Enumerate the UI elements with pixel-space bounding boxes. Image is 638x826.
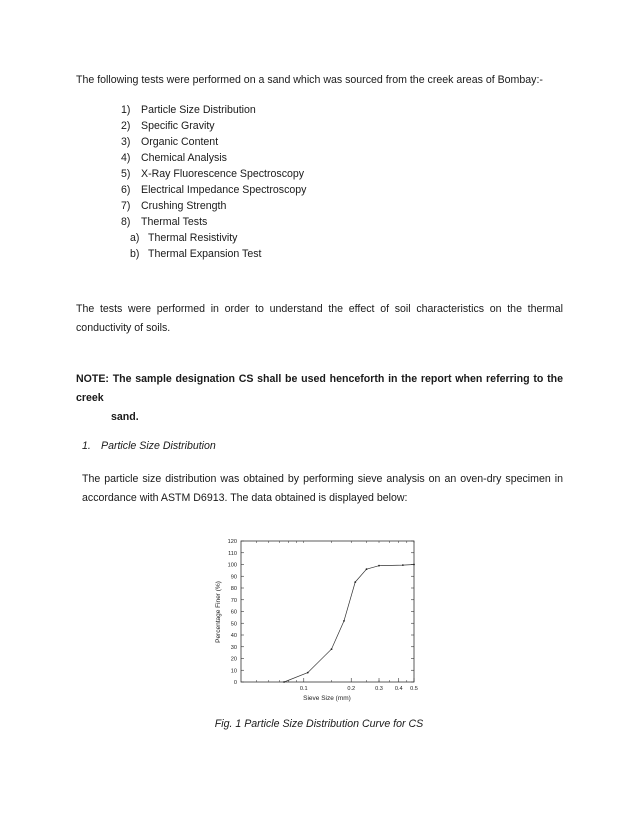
y-tick-label: 70	[230, 597, 237, 604]
y-tick-label: 110	[228, 550, 237, 557]
list-item-label: Specific Gravity	[141, 120, 215, 132]
description-line-1: The particle size distribution was obtained by performing sieve analysis on an oven-dry specimen in	[82, 473, 563, 485]
data-point	[366, 568, 368, 570]
data-point	[402, 564, 404, 566]
x-tick-label: 0.3	[375, 686, 383, 692]
y-tick-label: 10	[230, 668, 237, 675]
x-axis-label: Sieve Size (mm)	[303, 695, 351, 702]
x-tick-label: 0.1	[299, 686, 308, 692]
y-tick-label: 80	[230, 586, 237, 592]
list-item-label: Thermal Expansion Test	[148, 248, 262, 260]
data-point	[343, 620, 345, 622]
y-tick-label: 20	[230, 656, 237, 663]
data-point	[283, 681, 285, 683]
description-line-2: accordance with ASTM D6913. The data obtained is displayed below:	[82, 492, 408, 504]
plot-frame	[241, 541, 414, 682]
list-item-number: b)	[130, 248, 140, 260]
list-item-label: Thermal Resistivity	[148, 232, 238, 244]
data-point	[331, 648, 333, 650]
y-tick-label: 50	[230, 621, 237, 628]
y-tick-label: 40	[230, 633, 237, 639]
y-tick-label: 0	[233, 680, 237, 686]
note-line-2: sand.	[111, 411, 139, 423]
list-item-number: 4)	[121, 152, 131, 164]
x-tick-label: 0.5	[410, 686, 418, 692]
list-item-number: 1)	[121, 104, 131, 116]
section-title: Particle Size Distribution	[101, 440, 216, 452]
purpose-line-1: The tests were performed in order to understand the effect of soil characteristics on the thermal	[76, 303, 563, 315]
y-tick-label: 60	[230, 609, 237, 616]
list-item-label: Electrical Impedance Spectroscopy	[141, 184, 307, 196]
list-item-label: X-Ray Fluorescence Spectroscopy	[141, 168, 305, 180]
list-item-number: 5)	[121, 168, 131, 180]
y-tick-label: 100	[227, 562, 237, 569]
y-tick-label: 120	[227, 539, 237, 545]
y-axis-label: Percentage Finer (%)	[215, 581, 222, 643]
list-item-number: a)	[130, 232, 140, 244]
list-item-label: Thermal Tests	[141, 216, 208, 228]
x-tick-label: 0.2	[347, 686, 356, 692]
list-item-number: 3)	[121, 136, 131, 148]
list-item-number: 2)	[121, 120, 131, 132]
section-number: 1.	[82, 440, 91, 452]
list-item-label: Organic Content	[141, 136, 219, 148]
data-point	[307, 672, 309, 674]
x-tick-label: 0.4	[394, 686, 403, 692]
note-line-1: NOTE: The sample designation CS shall be used henceforth in the report when referring to the creek	[76, 373, 563, 404]
data-point	[354, 581, 356, 583]
list-item-number: 8)	[121, 216, 131, 228]
list-item-number: 7)	[121, 200, 131, 212]
purpose-line-2: conductivity of soils.	[76, 322, 171, 334]
y-tick-label: 90	[230, 574, 237, 581]
figure-caption: Fig. 1 Particle Size Distribution Curve for CS	[214, 718, 424, 730]
intro-paragraph: The following tests were performed on a sand which was sourced from the creek areas of Bombay:-	[76, 74, 543, 86]
data-point	[378, 565, 380, 567]
list-item-label: Particle Size Distribution	[141, 104, 256, 116]
list-item-number: 6)	[121, 184, 131, 196]
y-tick-label: 30	[230, 644, 237, 651]
list-item-label: Chemical Analysis	[141, 152, 227, 164]
list-item-label: Crushing Strength	[141, 200, 227, 212]
data-point	[413, 564, 415, 566]
series-line	[284, 565, 414, 683]
